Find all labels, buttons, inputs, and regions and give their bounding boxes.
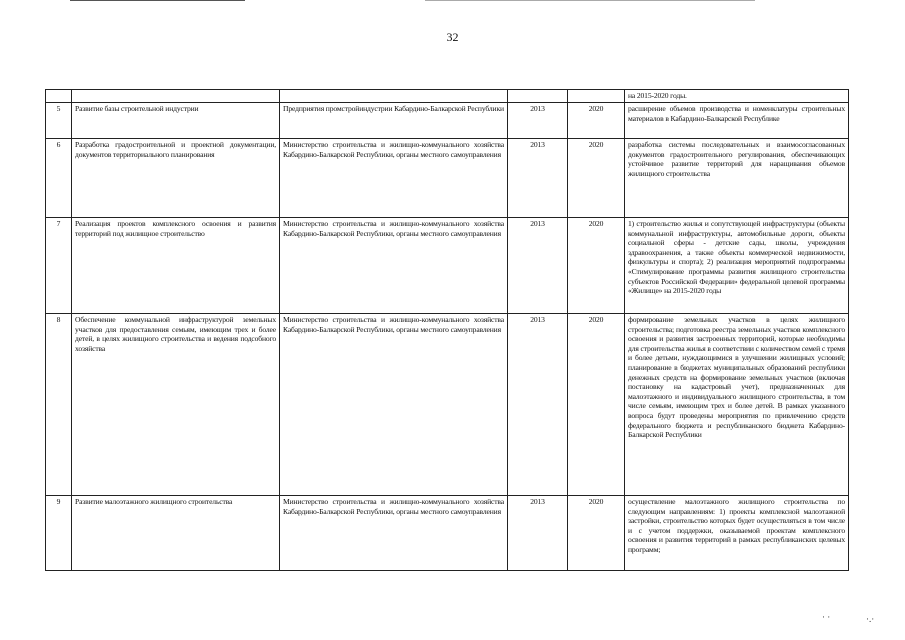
row-number: 6 <box>46 139 72 218</box>
expected-result: на 2015-2020 годы. <box>625 90 849 103</box>
start-year: 2013 <box>508 139 568 218</box>
executor: Министерство строительства и жилищно-коммунального хозяйства Кабардино-Балкарской Республики, органы местного самоуправления <box>280 139 508 218</box>
row-number <box>46 90 72 103</box>
end-year: 2020 <box>568 314 625 496</box>
end-year <box>568 90 625 103</box>
start-year <box>508 90 568 103</box>
table-row <box>46 90 849 103</box>
table-row <box>46 139 849 218</box>
start-year: 2013 <box>508 103 568 139</box>
executor <box>280 90 508 103</box>
end-year: 2020 <box>568 139 625 218</box>
executor: Министерство строительства и жилищно-коммунального хозяйства Кабардино-Балкарской Республики, органы местного самоуправления <box>280 218 508 314</box>
row-number: 7 <box>46 218 72 314</box>
row-number: 5 <box>46 103 72 139</box>
activity-name: Развитие базы строительной индустрии <box>72 103 280 139</box>
scan-top-rule-left <box>70 0 245 1</box>
scan-speck: ·.· <box>866 614 875 624</box>
activity-name: Развитие малоэтажного жилищного строительства <box>72 496 280 571</box>
end-year: 2020 <box>568 218 625 314</box>
table-row <box>46 218 849 314</box>
start-year: 2013 <box>508 314 568 496</box>
activity-name: Разработка градостроительной и проектной документации, документов территориального планирования <box>72 139 280 218</box>
activity-name: Обеспечение коммунальной инфраструктурой земельных участков для предоставления семьям, имеющим трех и более детей, в целях жилищного строительства и ведения подсобного хозяйства <box>72 314 280 496</box>
expected-result: осуществление малоэтажного жилищного строительства по следующим направлениям: 1) проекты комплексной малоэтажной застройки, строительство которых будет осуществляться в том числе и с учетом поддержки, оказываемой проектам комплексного освоения и развития территорий в рамках республиканских целевых программ; <box>625 496 849 571</box>
expected-result: расширение объемов производства и номенклатуры строительных материалов в Кабардино-Балкарской Республике <box>625 103 849 139</box>
scan-speck: · · <box>822 612 831 622</box>
table-row <box>46 496 849 571</box>
executor: Министерство строительства и жилищно-коммунального хозяйства Кабардино-Балкарской Республики, органы местного самоуправления <box>280 496 508 571</box>
activity-name <box>72 90 280 103</box>
row-number: 8 <box>46 314 72 496</box>
scan-top-rule-right <box>425 0 755 1</box>
end-year: 2020 <box>568 103 625 139</box>
start-year: 2013 <box>508 496 568 571</box>
executor: Министерство строительства и жилищно-коммунального хозяйства Кабардино-Балкарской Республики, органы местного самоуправления <box>280 314 508 496</box>
expected-result: формирование земельных участков в целях жилищного строительства; подготовка реестра земельных участков комплексного освоения и развития застроенных территорий, которые необходимы для строительства жилья в соответствии с количеством семей с тремя и более детьми, нуждающимися в улучшении жилищных условий; планирование в бюджетах муниципальных образований республики денежных средств на формирование земельных участков (включая постановку на кадастровый учет), предназначенных для малоэтажного и индивидуального жилищного строительства, в том числе семьям, имеющим трех и более детей. В рамках указанного вопроса будут проведены мероприятия по привлечению средств федерального бюджета и республиканского бюджета Кабардино-Балкарской Республики <box>625 314 849 496</box>
table-row <box>46 103 849 139</box>
start-year: 2013 <box>508 218 568 314</box>
page-number: 32 <box>446 30 459 44</box>
activity-name: Реализация проектов комплексного освоения и развития территорий под жилищное строительство <box>72 218 280 314</box>
row-number: 9 <box>46 496 72 571</box>
program-activities-table <box>45 89 849 571</box>
expected-result: 1) строительство жилья и сопутствующей инфраструктуры (объекты коммунальной инфраструктуры, автомобильные дороги, объекты социальной сферы - детские сады, школы, учреждения здравоохранения, а также объекты коммерческой недвижимости, физкультуры и спорта); 2) реализация мероприятий подпрограммы «Стимулирование программы развития жилищного строительства субъектов Российской Федерации» федеральной целевой программы «Жилище» на 2015-2020 годы <box>625 218 849 314</box>
end-year: 2020 <box>568 496 625 571</box>
table-row <box>46 314 849 496</box>
executor: Предприятия промстройиндустрии Кабардино-Балкарской Республики <box>280 103 508 139</box>
expected-result: разработка системы последовательных и взаимосогласованных документов градостроительного регулирования, обеспечивающих устойчивое развитие территорий для наращивания объемов жилищного строительства <box>625 139 849 218</box>
